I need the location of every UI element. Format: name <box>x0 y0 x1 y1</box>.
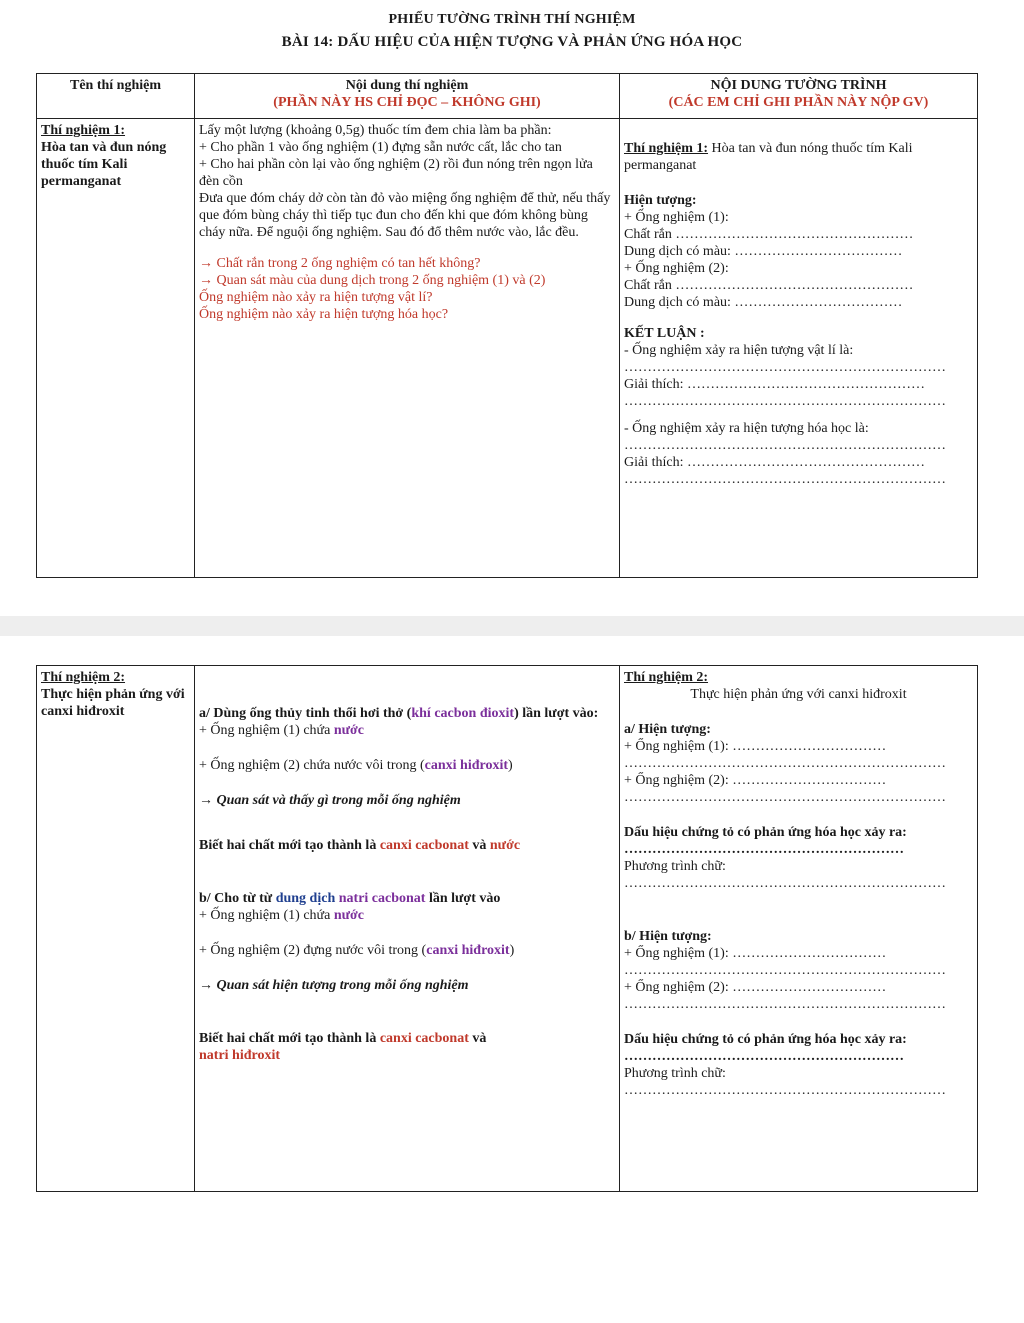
answer-line[interactable]: Dung dịch có màu: ……………………………… <box>624 244 903 259</box>
conclusion-heading: KẾT LUẬN : <box>624 326 705 341</box>
experiment-1-table <box>36 73 978 578</box>
answer-line[interactable]: …………………………………………………………… <box>624 360 946 375</box>
sheet-title: PHIẾU TƯỜNG TRÌNH THÍ NGHIỆM <box>388 12 636 27</box>
answer-line[interactable]: Giải thích: …………………………………………… <box>624 455 925 470</box>
answer-line[interactable]: Giải thích: …………………………………………… <box>624 377 925 392</box>
answer-line[interactable]: + Ống nghiệm (2): …………………………… <box>624 980 887 995</box>
answer-line[interactable]: …………………………………………………………… <box>624 876 946 891</box>
read-only-note: (PHẦN NÀY HS CHỈ ĐỌC – KHÔNG GHI) <box>273 95 541 110</box>
lesson-title: BÀI 14: DẤU HIỆU CỦA HIỆN TƯỢNG VÀ PHẢN ỨNG HÓA HỌC <box>281 34 743 50</box>
header-experiment-content: Nội dung thí nghiệm (PHẦN NÀY HS CHỈ ĐỌC – KHÔNG GHI) <box>195 74 620 119</box>
answer-line[interactable]: Dung dịch có màu: ……………………………… <box>624 295 903 310</box>
answer-line[interactable]: + Ống nghiệm (1): …………………………… <box>624 739 887 754</box>
answer-line[interactable]: …………………………………………………………… <box>624 963 946 978</box>
question-solid-dissolve: → Chất rắn trong 2 ống nghiệm có tan hết không? <box>199 256 481 271</box>
answer-line[interactable]: …………………………………………………………… <box>624 394 946 409</box>
experiment-2-content: a/ Dùng ống thủy tinh thổi hơi thở (khí cacbon đioxit) lần lượt vào: + Ống nghiệm (1) chứa nước + Ống nghiệm (2) chứa nước vôi trong (canxi hiđroxit) → Quan sát và thấy gì trong mỗi ống nghiệm Biết hai chất mới tạo thành là canxi cacbonat và nước b/ Cho từ từ dung dịch natri cacbonat lần lượt vào + Ống nghiệm (1) chứa nước + Ống nghiệm (2) đựng nước vôi trong (canxi hiđroxit) → Quan sát hiện tượng trong mỗi ống nghiệm Biết hai chất mới tạo thành là canxi cacbonat và natri hiđroxit <box>195 666 620 1192</box>
answer-line[interactable]: Dấu hiệu chứng tỏ có phản ứng hóa học xảy ra: …………………………………………………… <box>624 825 907 857</box>
header-experiment-name: Tên thí nghiệm <box>37 74 195 119</box>
table-header-row <box>37 74 978 119</box>
experiment-2-table <box>36 665 978 1192</box>
header-report-content: NỘI DUNG TƯỜNG TRÌNH (CÁC EM CHỈ GHI PHẦN NÀY NỘP GV) <box>620 74 978 119</box>
submit-note: (CÁC EM CHỈ GHI PHẦN NÀY NỘP GV) <box>668 95 929 110</box>
experiment-1-report: Thí nghiệm 1: Hòa tan và đun nóng thuốc tím Kali permanganat Hiện tượng: + Ống nghiệm (1): Chất rắn …………………………………………… Dung dịch có màu: ……………………………… + Ống nghiệm (2): Chất rắn …………………………………………… Dung dịch có màu: ……………………………… KẾT LUẬN : - Ống nghiệm xảy ra hiện tượng vật lí là: …………………………………………………………… Giải thích: …………………………………………… …………………………………………………………… - Ống nghiệm xảy ra hiện tượng hóa học là: …………………………………………………………… Giải thích: …………………………………………… …………………………………………………………… <box>620 119 978 578</box>
answer-line[interactable]: Dấu hiệu chứng tỏ có phản ứng hóa học xảy ra: …………………………………………………… <box>624 1032 907 1064</box>
page-break <box>0 616 1024 636</box>
experiment-2-report: Thí nghiệm 2: Thực hiện phản ứng với canxi hiđroxit a/ Hiện tượng: + Ống nghiệm (1): …………………………… …………………………………………………………… + Ống nghiệm (2): …………………………… …………………………………………………………… Dấu hiệu chứng tỏ có phản ứng hóa học xảy ra: …………………………………………………… Phương trình chữ: …………………………………………………………… b/ Hiện tượng: + Ống nghiệm (1): …………………………… …………………………………………………………… + Ống nghiệm (2): …………………………… …………………………………………………………… Dấu hiệu chứng tỏ có phản ứng hóa học xảy ra: …………………………………………………… Phương trình chữ: …………………………………………………………… <box>620 666 978 1192</box>
question-physical: Ống nghiệm nào xảy ra hiện tượng vật lí? <box>199 290 433 305</box>
answer-line[interactable]: Chất rắn …………………………………………… <box>624 278 914 293</box>
answer-line[interactable]: …………………………………………………………… <box>624 997 946 1012</box>
answer-line[interactable]: …………………………………………………………… <box>624 1083 946 1098</box>
experiment-1-content: Lấy một lượng (khoảng 0,5g) thuốc tím đem chia làm ba phần: + Cho phần 1 vào ống nghiệm (1) đựng sẵn nước cất, lắc cho tan + Cho hai phần còn lại vào ống nghiệm (2) rồi đun nóng trên ngọn lửa đèn cồn Đưa que đóm cháy dở còn tàn đỏ vào miệng ống nghiệm để thử, nếu thấy que đóm bùng cháy thì tiếp tục đun cho đến khi que đóm không bùng cháy nữa. Để nguội ống nghiệm. Sau đó đổ thêm nước vào, lắc đều. → Chất rắn trong 2 ống nghiệm có tan hết không? → Quan sát màu của dung dịch trong 2 ống nghiệm (1) và (2) Ống nghiệm nào xảy ra hiện tượng vật lí? Ống nghiệm nào xảy ra hiện tượng hóa học? <box>195 119 620 578</box>
answer-line[interactable]: Chất rắn …………………………………………… <box>624 227 914 242</box>
answer-line[interactable]: + Ống nghiệm (1): …………………………… <box>624 946 887 961</box>
answer-line[interactable]: …………………………………………………………… <box>624 756 946 771</box>
question-solution-color: → Quan sát màu của dung dịch trong 2 ống nghiệm (1) và (2) <box>199 273 546 288</box>
question-chemical: Ống nghiệm nào xảy ra hiện tượng hóa học? <box>199 307 449 322</box>
experiment-1-row <box>37 119 978 578</box>
answer-line[interactable]: …………………………………………………………… <box>624 472 946 487</box>
experiment-2-name: Thí nghiệm 2: Thực hiện phản ứng với canxi hiđroxit <box>37 666 195 1192</box>
answer-line[interactable]: …………………………………………………………… <box>624 790 946 805</box>
experiment-2-row <box>37 666 978 1192</box>
answer-line[interactable]: …………………………………………………………… <box>624 438 946 453</box>
experiment-1-name: Thí nghiệm 1: Hòa tan và đun nóng thuốc tím Kali permanganat <box>37 119 195 578</box>
answer-line[interactable]: + Ống nghiệm (2): …………………………… <box>624 773 887 788</box>
